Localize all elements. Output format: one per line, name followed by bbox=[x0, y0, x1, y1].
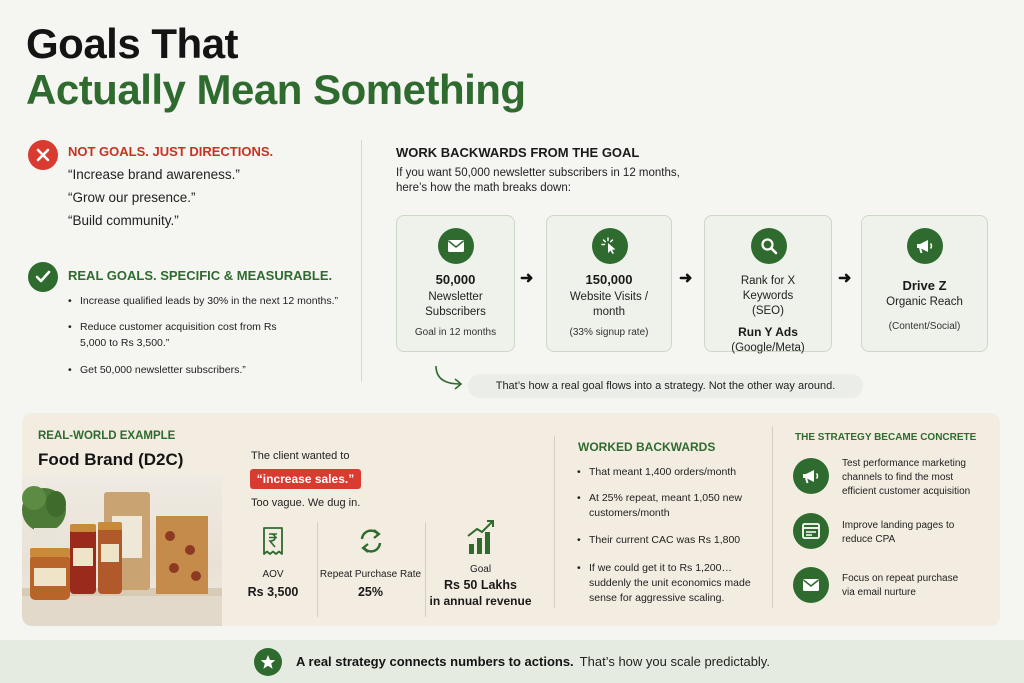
flow-note: (Google/Meta) bbox=[731, 342, 805, 354]
flow-note: Goal in 12 months bbox=[414, 327, 497, 338]
vague-note: Too vague. We dug in. bbox=[251, 497, 361, 509]
flow-step-subscribers bbox=[396, 215, 515, 352]
footer-bold-text: A real strategy connects numbers to actions. bbox=[296, 654, 574, 669]
example-title: Food Brand (D2C) bbox=[38, 450, 184, 469]
metric-value: 25% bbox=[357, 585, 384, 599]
quote-badge: “increase sales.” bbox=[250, 469, 361, 489]
flow-value: 50,000 bbox=[435, 272, 476, 287]
list-item: • That meant 1,400 orders/month bbox=[577, 465, 762, 480]
arrow-right-icon: ➜ bbox=[679, 270, 693, 287]
check-icon bbox=[28, 262, 58, 292]
flow-note: (Content/Social) bbox=[888, 321, 961, 332]
quote-item: “Grow our presence.” bbox=[68, 190, 196, 205]
flow-label: Rank for X Keywords (SEO) bbox=[740, 275, 796, 317]
metric-value-sub: in annual revenue bbox=[429, 594, 532, 608]
flow-note: (33% signup rate) bbox=[569, 327, 649, 338]
megaphone-icon bbox=[907, 228, 943, 264]
column-divider bbox=[361, 140, 362, 382]
list-item: • Increase qualified leads by 30% in the next 12 months.” bbox=[68, 293, 353, 309]
star-icon bbox=[254, 648, 282, 676]
arrow-right-icon: ➜ bbox=[520, 270, 534, 287]
close-icon bbox=[28, 140, 58, 170]
arrow-right-icon: ➜ bbox=[838, 270, 852, 287]
list-item: • Get 50,000 newsletter subscribers.” bbox=[68, 362, 353, 378]
page-title-line1: Goals That bbox=[26, 20, 239, 67]
product-photo bbox=[22, 476, 222, 626]
panel-divider bbox=[772, 426, 773, 608]
example-label: REAL-WORLD EXAMPLE bbox=[38, 430, 176, 442]
list-item: • Reduce customer acquisition cost from Rs 5,000 to Rs 3,500.” bbox=[68, 319, 293, 351]
real-goals-heading: REAL GOALS. SPECIFIC & MEASURABLE. bbox=[68, 268, 333, 283]
flow-value: Run Y Ads bbox=[738, 325, 798, 339]
strategy-text: Test performance marketing channels to find the most efficient customer acquisition bbox=[842, 458, 971, 497]
worked-backwards-title: WORKED BACKWARDS bbox=[578, 440, 716, 454]
work-backwards-subtitle: If you want 50,000 newsletter subscribers in 12 months, here’s how the math breaks down: bbox=[396, 167, 680, 194]
growth-chart-icon bbox=[465, 518, 497, 556]
cursor-click-icon bbox=[592, 228, 628, 264]
footer-bar bbox=[0, 640, 1024, 683]
strategy-text: Improve landing pages to reduce CPA bbox=[842, 520, 955, 545]
client-intro: The client wanted to bbox=[251, 450, 350, 462]
metric-repeat bbox=[318, 526, 423, 600]
metric-goal bbox=[428, 518, 533, 609]
flow-value: Drive Z bbox=[902, 278, 947, 293]
quote-item: “Build community.” bbox=[68, 213, 179, 228]
metric-label: AOV bbox=[262, 569, 284, 580]
list-item: • At 25% repeat, meant 1,050 new customers/month bbox=[577, 491, 747, 521]
list-item: • Their current CAC was Rs 1,800 bbox=[577, 533, 762, 548]
work-backwards-title: WORK BACKWARDS FROM THE GOAL bbox=[396, 145, 640, 160]
flow-label: Website Visits / month bbox=[569, 291, 649, 318]
browser-window-icon bbox=[793, 513, 829, 549]
flow-step-reach bbox=[861, 215, 988, 352]
footer-text: That’s how you scale predictably. bbox=[579, 654, 770, 669]
panel-divider bbox=[554, 436, 555, 608]
flow-label: Organic Reach bbox=[886, 296, 963, 308]
metric-divider bbox=[425, 522, 426, 617]
quote-item: “Increase brand awareness.” bbox=[68, 167, 240, 182]
not-goals-heading: NOT GOALS. JUST DIRECTIONS. bbox=[68, 144, 274, 159]
metric-label: Goal bbox=[469, 564, 492, 575]
strategy-title: THE STRATEGY BECAME CONCRETE bbox=[795, 432, 977, 443]
mail-icon bbox=[438, 228, 474, 264]
megaphone-icon bbox=[793, 458, 829, 494]
flow-value: 150,000 bbox=[585, 272, 633, 287]
metric-value: Rs 50 Lakhs bbox=[444, 578, 517, 592]
page-title-line2: Actually Mean Something bbox=[26, 66, 526, 113]
metric-label: Repeat Purchase Rate bbox=[319, 569, 422, 580]
strategy-text: Focus on repeat purchase via email nurture bbox=[842, 573, 959, 598]
list-item: • If we could get it to Rs 1,200… suddenly the unit economics made sense for aggressive scaling. bbox=[577, 561, 767, 606]
refresh-icon bbox=[356, 526, 386, 556]
search-icon bbox=[751, 228, 787, 264]
flow-label: Newsletter Subscribers bbox=[425, 291, 486, 318]
curved-arrow-icon bbox=[432, 364, 466, 390]
metric-aov bbox=[240, 526, 306, 600]
mail-icon bbox=[793, 567, 829, 603]
invoice-rupee-icon bbox=[262, 526, 284, 556]
flow-footnote: That’s how a real goal flows into a strategy. Not the other way around. bbox=[468, 374, 863, 398]
metric-value: Rs 3,500 bbox=[247, 585, 299, 599]
flow-step-visits bbox=[546, 215, 672, 352]
flow-step-seo-ads bbox=[704, 215, 832, 352]
